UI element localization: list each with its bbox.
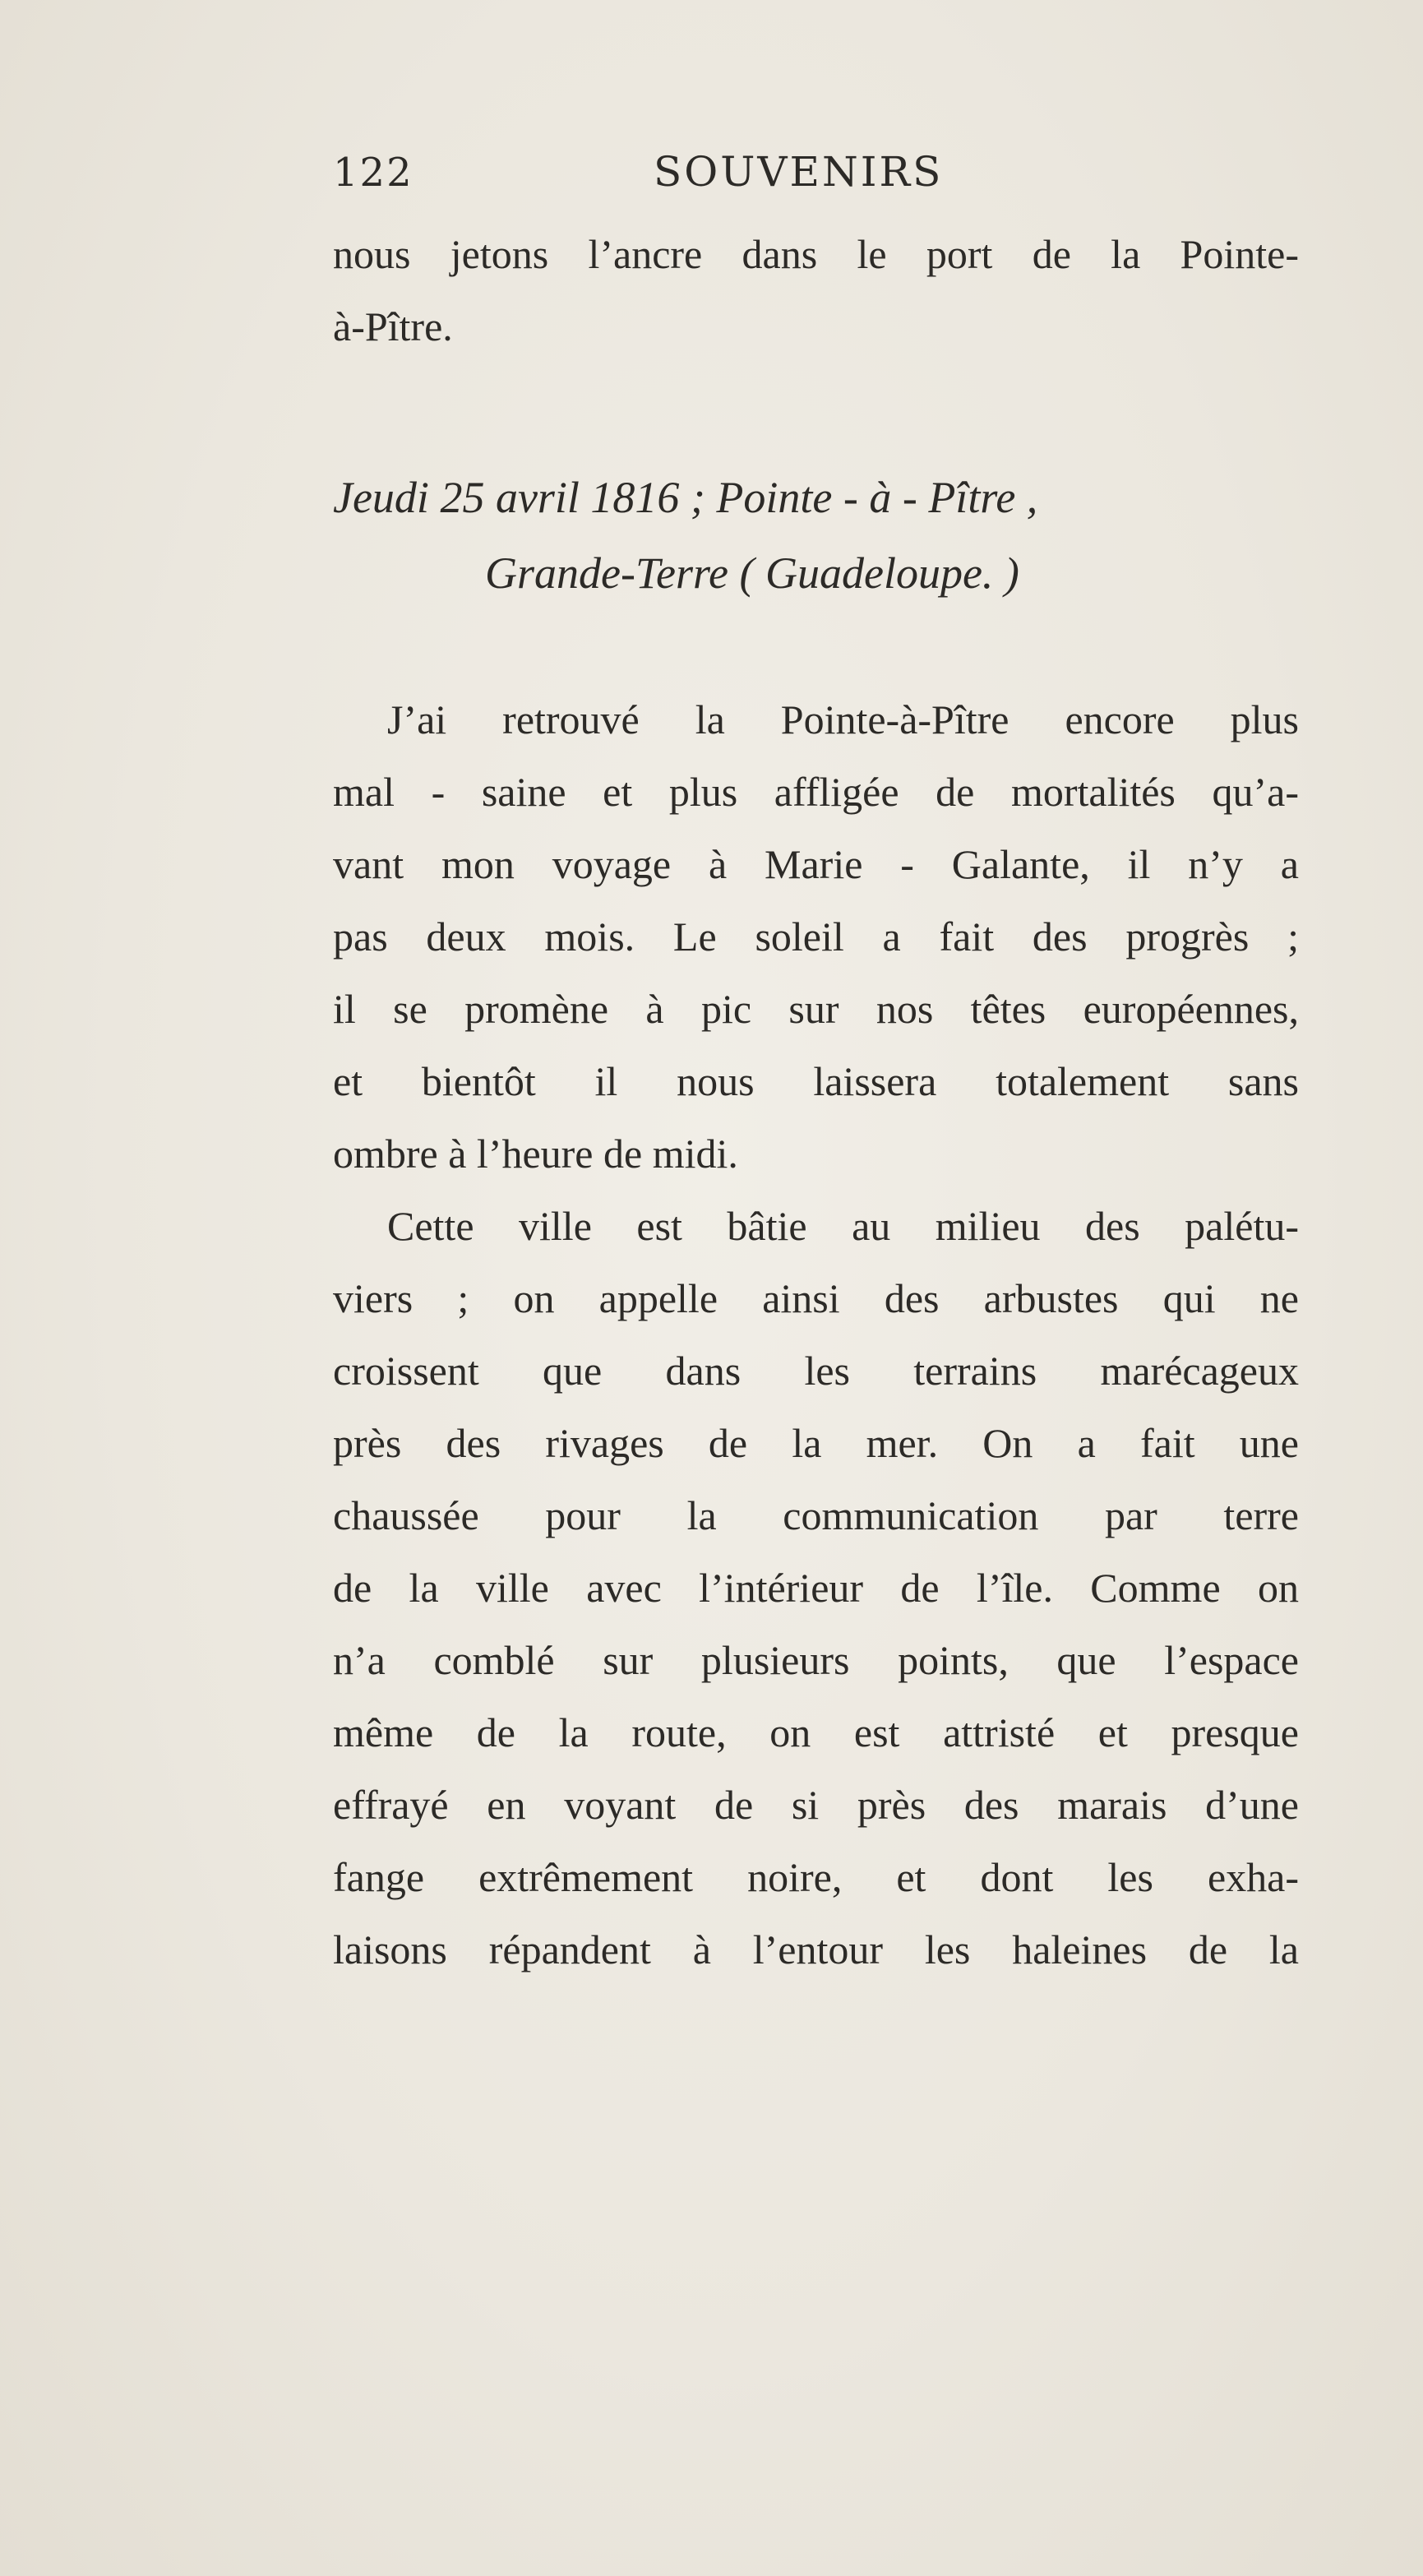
heading-line-place: Grande-Terre ( Guadeloupe. ) (485, 548, 1019, 598)
paragraph-2 (333, 1190, 1299, 1986)
page-body (333, 218, 1299, 1986)
text-line: n’a comblé sur plusieurs points, que l’espace (333, 1637, 1299, 1683)
text-line: et bientôt il nous laissera totalement sans (333, 1058, 1299, 1104)
text-line: à-Pître. (333, 303, 453, 349)
text-line: croissent que dans les terrains marécageux (333, 1348, 1299, 1394)
running-title: SOUVENIRS (654, 148, 944, 196)
text-line: fange extrêmement noire, et dont les exha- (333, 1854, 1299, 1900)
paragraph-1 (333, 683, 1299, 1190)
text-line: pas deux mois. Le soleil a fait des progrès ; (333, 913, 1299, 960)
text-line: vant mon voyage à Marie - Galante, il n’y a (333, 841, 1299, 887)
text-line: près des rivages de la mer. On a fait une (333, 1420, 1299, 1466)
text-line: J’ai retrouvé la Pointe-à-Pître encore plus (387, 696, 1299, 742)
text-line: ombre à l’heure de midi. (333, 1131, 738, 1177)
entry-heading (333, 460, 1299, 611)
text-line: effrayé en voyant de si près des marais d’une (333, 1782, 1299, 1828)
text-line: viers ; on appelle ainsi des arbustes qui ne (333, 1275, 1299, 1321)
text-line: nous jetons l’ancre dans le port de la Pointe- (333, 231, 1299, 277)
heading-line-date: Jeudi 25 avril 1816 ; Pointe - à - Pître , (333, 473, 1038, 522)
page-header (333, 140, 958, 206)
page-number: 122 (333, 150, 414, 196)
text-line: laisons répandent à l’entour les haleines de la (333, 1926, 1299, 1972)
text-line: de la ville avec l’intérieur de l’île. Comme on (333, 1565, 1299, 1611)
text-line: Cette ville est bâtie au milieu des palétu- (387, 1203, 1299, 1249)
text-line: il se promène à pic sur nos têtes européennes, (333, 986, 1299, 1032)
text-line: même de la route, on est attristé et presque (333, 1709, 1299, 1755)
text-line: chaussée pour la communication par terre (333, 1492, 1299, 1538)
text-line: mal - saine et plus affligée de mortalités qu’a- (333, 769, 1299, 815)
opening-text (333, 218, 1299, 363)
